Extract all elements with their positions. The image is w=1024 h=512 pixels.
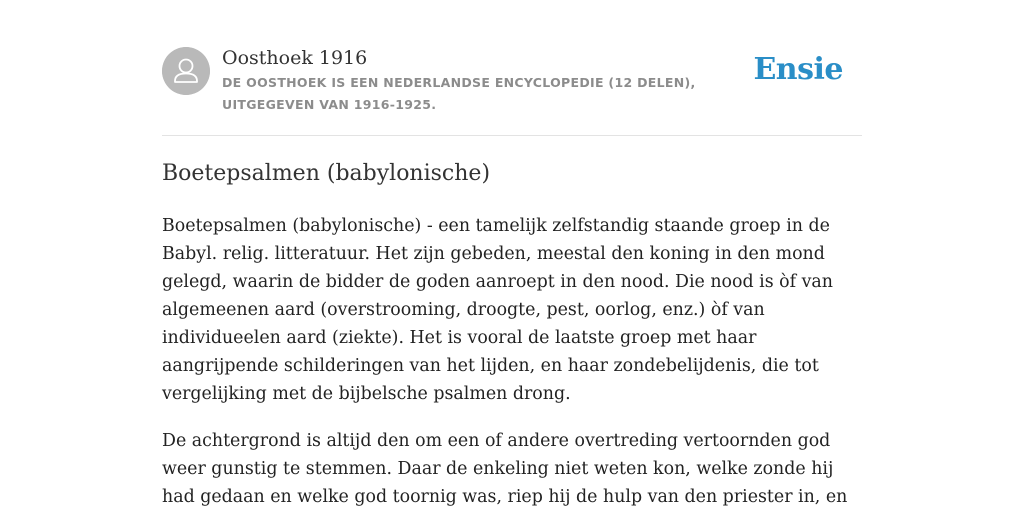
entry-paragraph: Boetepsalmen (babylonische) - een tamelijk zelfstandig staande groep in de Babyl. relig. litteratuur. Het zijn gebeden, meestal den koning in den mond gelegd, waarin de bidder de goden aanroept in den nood. Die nood is òf van algemeenen aard (overstrooming, droogte, pest, oorlog, enz.) òf van individueelen aard (ziekte). Het is vooral de laatste groep met haar aangrijpende schilderingen van het lijden, en haar zondebelijdenis, die tot vergelijking met de bijbelsche psalmen drong. [162, 216, 833, 404]
ensie-logo-link[interactable]: Ensie [753, 52, 843, 87]
avatar[interactable] [162, 47, 210, 95]
entry-body [162, 212, 862, 512]
entry-paragraph: De achtergrond is altijd den om een of andere overtreding vertoornden god weer gunstig te stemmen. Daar de enkeling niet weten kon, welke zonde hij had gedaan en welke god toornig was, riep hij de hulp van den priester in, en [162, 431, 848, 507]
entry-title: Boetepsalmen (babylonische) [162, 161, 491, 186]
source-description: DE OOSTHOEK IS EEN NEDERLANDSE ENCYCLOPEDIE (12 DELEN), UITGEGEVEN VAN 1916-1925. [222, 75, 696, 112]
page-container [162, 0, 862, 507]
source-title[interactable]: Oosthoek 1916 [222, 47, 368, 69]
user-silhouette-icon [162, 47, 210, 95]
source-header [162, 0, 862, 136]
